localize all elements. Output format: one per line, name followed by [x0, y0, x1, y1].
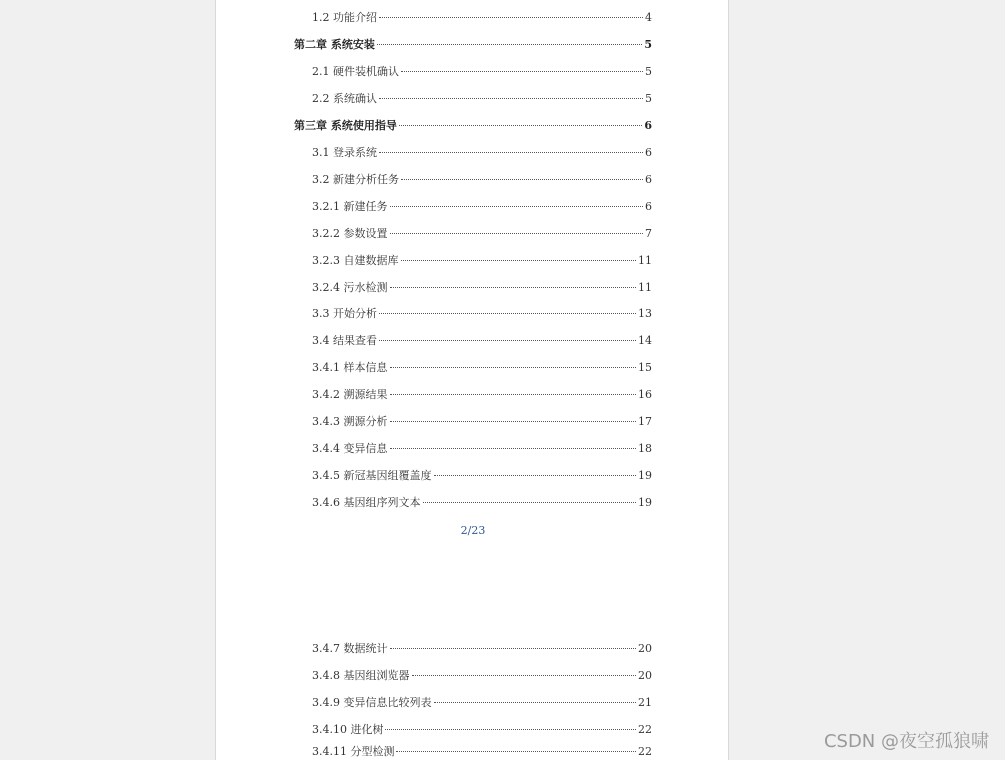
toc-leader: [401, 260, 637, 261]
toc-page-number: 4: [645, 11, 652, 24]
toc-leader: [401, 71, 643, 72]
toc-page-number: 21: [638, 696, 652, 709]
toc-page-number: 11: [638, 254, 652, 267]
toc-page-number: 19: [638, 496, 652, 509]
document-page: [215, 0, 729, 760]
toc-leader: [390, 421, 637, 422]
toc-label: 3.4.3 溯源分析: [312, 415, 388, 428]
toc-page-number: 15: [638, 361, 652, 374]
toc-entry[interactable]: [312, 469, 652, 483]
toc-entry[interactable]: [312, 146, 652, 160]
toc-label: 3.2.2 参数设置: [312, 227, 388, 240]
toc-page-number: 22: [638, 745, 652, 758]
toc-label: 3.4.8 基因组浏览器: [312, 669, 410, 682]
toc-entry[interactable]: [312, 307, 652, 321]
toc-page-number: 22: [638, 723, 652, 736]
toc-label: 第二章 系统安装: [294, 38, 375, 51]
toc-page-number: 6: [645, 173, 652, 186]
toc-label: 3.1 登录系统: [312, 146, 377, 159]
toc-leader: [377, 44, 643, 45]
toc-leader: [412, 675, 637, 676]
toc-label: 3.4.5 新冠基因组覆盖度: [312, 469, 432, 482]
toc-leader: [390, 394, 637, 395]
toc-page-number: 6: [645, 146, 652, 159]
toc-leader: [390, 206, 644, 207]
toc-label: 3.3 开始分析: [312, 307, 377, 320]
toc-leader: [379, 340, 636, 341]
watermark: CSDN @夜空孤狼啸: [823, 731, 989, 752]
toc-page-number: 11: [638, 281, 652, 294]
toc-leader: [379, 98, 643, 99]
toc-leader: [390, 233, 644, 234]
toc-leader: [401, 179, 643, 180]
toc-entry[interactable]: [312, 442, 652, 456]
toc-entry[interactable]: [312, 11, 652, 25]
toc-page-number: 14: [638, 334, 652, 347]
toc-entry[interactable]: [312, 200, 652, 214]
toc-leader: [379, 152, 643, 153]
toc-label: 3.4.11 分型检测: [312, 745, 395, 758]
toc-page-number: 16: [638, 388, 652, 401]
toc-label: 1.2 功能介绍: [312, 11, 377, 24]
toc-leader: [399, 125, 643, 126]
toc-page-number: 7: [645, 227, 652, 240]
toc-label: 2.2 系统确认: [312, 92, 377, 105]
toc-leader: [434, 475, 637, 476]
toc-leader: [390, 367, 637, 368]
toc-entry[interactable]: [312, 281, 652, 295]
toc-label: 3.4.1 样本信息: [312, 361, 388, 374]
toc-entry[interactable]: [312, 227, 652, 241]
toc-label: 3.2.3 自建数据库: [312, 254, 399, 267]
toc-entry[interactable]: [312, 723, 652, 737]
toc-entry[interactable]: [312, 65, 652, 79]
toc-leader: [423, 502, 637, 503]
toc-entry[interactable]: [312, 334, 652, 348]
toc-leader: [379, 313, 636, 314]
toc-leader: [390, 448, 637, 449]
toc-page-number: 18: [638, 442, 652, 455]
toc-entry[interactable]: [312, 254, 652, 268]
toc-label: 3.4 结果查看: [312, 334, 377, 347]
toc-leader: [390, 648, 637, 649]
toc-page-number: 17: [638, 415, 652, 428]
toc-entry[interactable]: [312, 173, 652, 187]
toc-chapter-entry[interactable]: [294, 38, 652, 52]
toc-page-number: 13: [638, 307, 652, 320]
toc-leader: [379, 17, 643, 18]
toc-entry[interactable]: [312, 415, 652, 429]
toc-entry[interactable]: [312, 745, 652, 759]
toc-page-number: 6: [644, 119, 652, 132]
toc-label: 2.1 硬件装机确认: [312, 65, 399, 78]
toc-label: 第三章 系统使用指导: [294, 119, 397, 132]
toc-leader: [390, 287, 637, 288]
toc-page-number: 19: [638, 469, 652, 482]
toc-label: 3.4.2 溯源结果: [312, 388, 388, 401]
toc-label: 3.4.4 变异信息: [312, 442, 388, 455]
toc-page-number: 5: [645, 65, 652, 78]
toc-label: 3.4.7 数据统计: [312, 642, 388, 655]
toc-page-number: 20: [638, 642, 652, 655]
toc-page-number: 6: [645, 200, 652, 213]
toc-entry[interactable]: [312, 361, 652, 375]
toc-label: 3.2.4 污水检测: [312, 281, 388, 294]
toc-entry[interactable]: [312, 496, 652, 510]
toc-entry[interactable]: [312, 642, 652, 656]
toc-leader: [434, 702, 637, 703]
toc-page-number: 5: [645, 92, 652, 105]
toc-leader: [396, 751, 636, 752]
toc-label: 3.4.10 进化树: [312, 723, 384, 736]
toc-page-number: 5: [644, 38, 652, 51]
page-number-footer: 2/23: [460, 524, 486, 537]
toc-label: 3.4.6 基因组序列文本: [312, 496, 421, 509]
toc-label: 3.2.1 新建任务: [312, 200, 388, 213]
toc-label: 3.4.9 变异信息比较列表: [312, 696, 432, 709]
toc-entry[interactable]: [312, 388, 652, 402]
toc-chapter-entry[interactable]: [294, 119, 652, 133]
toc-page-number: 20: [638, 669, 652, 682]
toc-label: 3.2 新建分析任务: [312, 173, 399, 186]
toc-entry[interactable]: [312, 696, 652, 710]
toc-entry[interactable]: [312, 669, 652, 683]
toc-leader: [385, 729, 636, 730]
toc-entry[interactable]: [312, 92, 652, 106]
